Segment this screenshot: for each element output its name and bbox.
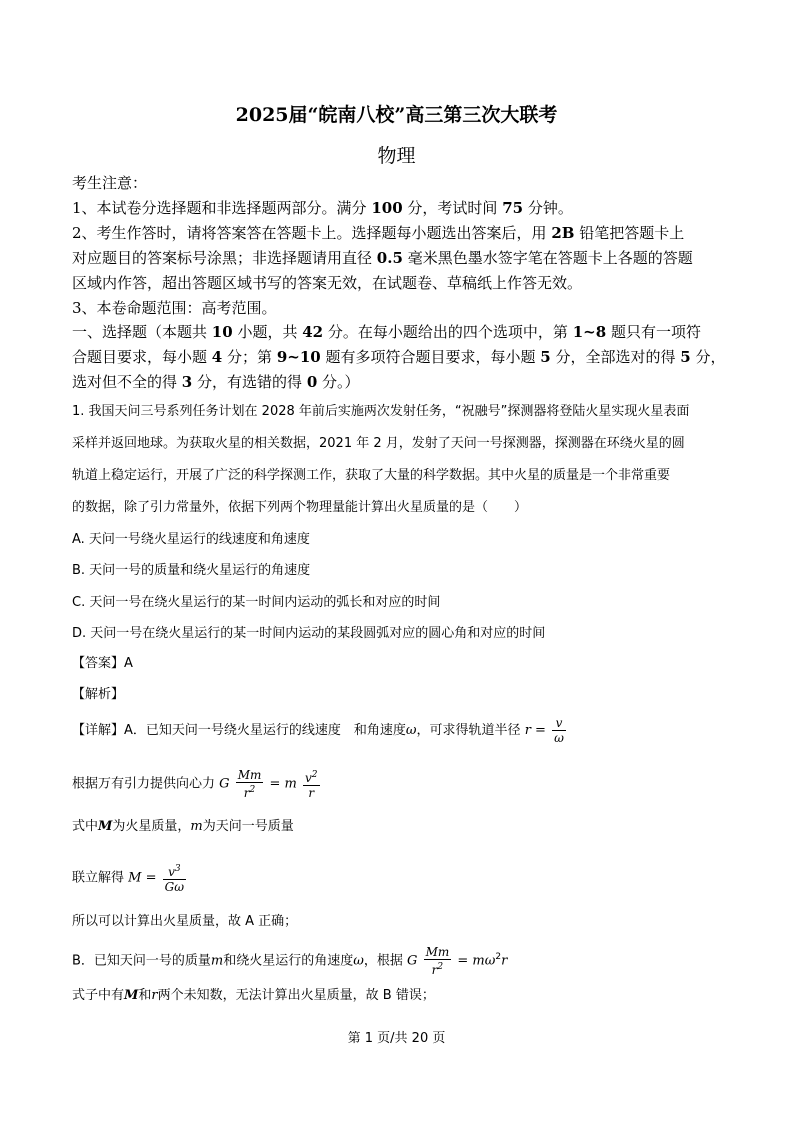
solve-line: 联立解得 M = $\frac{v^3}{G\omega}$ xyxy=(72,864,185,894)
where-line: 式中M为火星质量，m为天问一号质量 xyxy=(72,819,294,834)
notice-item-2-line-3: 区域内作答，超出答题区域书写的答案无效，在试题卷、草稿纸上作答无效。 xyxy=(72,274,583,292)
exam-title: 2025届“皖南八校”高三第三次大联考 xyxy=(235,104,558,126)
answer-label: 【答案】 xyxy=(72,656,125,671)
answer-line xyxy=(72,653,133,675)
notice-item-1: 1、本试卷分选择题和非选择题两部分。满分 100 分，考试时间 75 分钟。 xyxy=(72,199,573,217)
notice-item-3: 3、本卷命题范围：高考范围。 xyxy=(72,299,277,317)
question1-line-1: 1. 我国天问三号系列任务计划在 2028 年前后实施两次发射任务，“祝融号”探测器将登陆火星实现火星表面 xyxy=(72,404,690,419)
detail-label: 【详解】 xyxy=(72,723,125,738)
detail-line-b: B．已知天问一号的质量m和绕火星运行的角速度ω，根据 G $\frac{Mm}{r^2}$ = $m\omega^2r$ xyxy=(72,945,508,977)
notice-item-2-line-1: 2、考生作答时，请将答案答在答题卡上。选择题每小题选出答案后，用 2B 铅笔把答题卡上 xyxy=(72,224,685,242)
option-a: A. 天问一号绕火星运行的线速度和角速度 xyxy=(72,532,310,547)
question1-line-4: 的数据，除了引力常量外，依据下列两个物理量能计算出火星质量的是（ ） xyxy=(72,500,528,515)
option-c: C. 天问一号在绕火星运行的某一时间内运动的弧长和对应的时间 xyxy=(72,595,441,610)
answer-value: A xyxy=(124,656,133,671)
notice-item-2-line-2: 对应题目的答案标号涂黑；非选择题请用直径 0.5 毫米黑色墨水签字笔在答题卡上各题的答题 xyxy=(72,249,693,267)
section1-line-3: 选对但不全的得 3 分，有选错的得 0 分。） xyxy=(72,373,360,391)
detail-line-b-2: 式子中有M和r两个未知数，无法计算出火星质量，故 B 错误； xyxy=(72,988,435,1003)
analysis-label: 【解析】 xyxy=(72,687,125,702)
question1-line-3: 轨道上稳定运行，开展了广泛的科学探测工作，获取了大量的科学数据。其中火星的质量是一个非常重要 xyxy=(72,468,671,483)
section1-line-2: 合题目要求，每小题 4 分；第 9~10 题有多项符合题目要求，每小题 5 分，全部选对的得 5 分， xyxy=(72,348,726,366)
page-footer: 第 1 页/共 20 页 xyxy=(347,1031,446,1046)
option-d: D. 天问一号在绕火星运行的某一时间内运动的某段圆弧对应的圆心角和对应的时间 xyxy=(72,626,546,641)
gravity-equation-line: 根据万有引力提供向心力 G $\frac{Mm}{r^2}$ = m $\frac{v^2}{r}$ xyxy=(72,768,318,800)
section1-line-1: 一、选择题（本题共 10 小题，共 42 分。在每小题给出的四个选项中，第 1~8 题只有一项符 xyxy=(72,323,701,341)
detail-line-a: 【详解】A．已知天问一号绕火星运行的线速度 和角速度ω，可求得轨道半径 r = $\frac{v}{\omega}$ xyxy=(72,716,564,745)
notice-heading: 考生注意： xyxy=(72,174,148,192)
conclusion-a: 所以可以计算出火星质量，故 A 正确； xyxy=(72,914,298,929)
option-b: B. 天问一号的质量和绕火星运行的角速度 xyxy=(72,563,311,578)
question1-line-2: 采样并返回地球。为获取火星的相关数据，2021 年 2 月，发射了天问一号探测器，探测器在环绕火星的圆 xyxy=(72,436,685,451)
subject-title: 物理 xyxy=(377,145,416,167)
